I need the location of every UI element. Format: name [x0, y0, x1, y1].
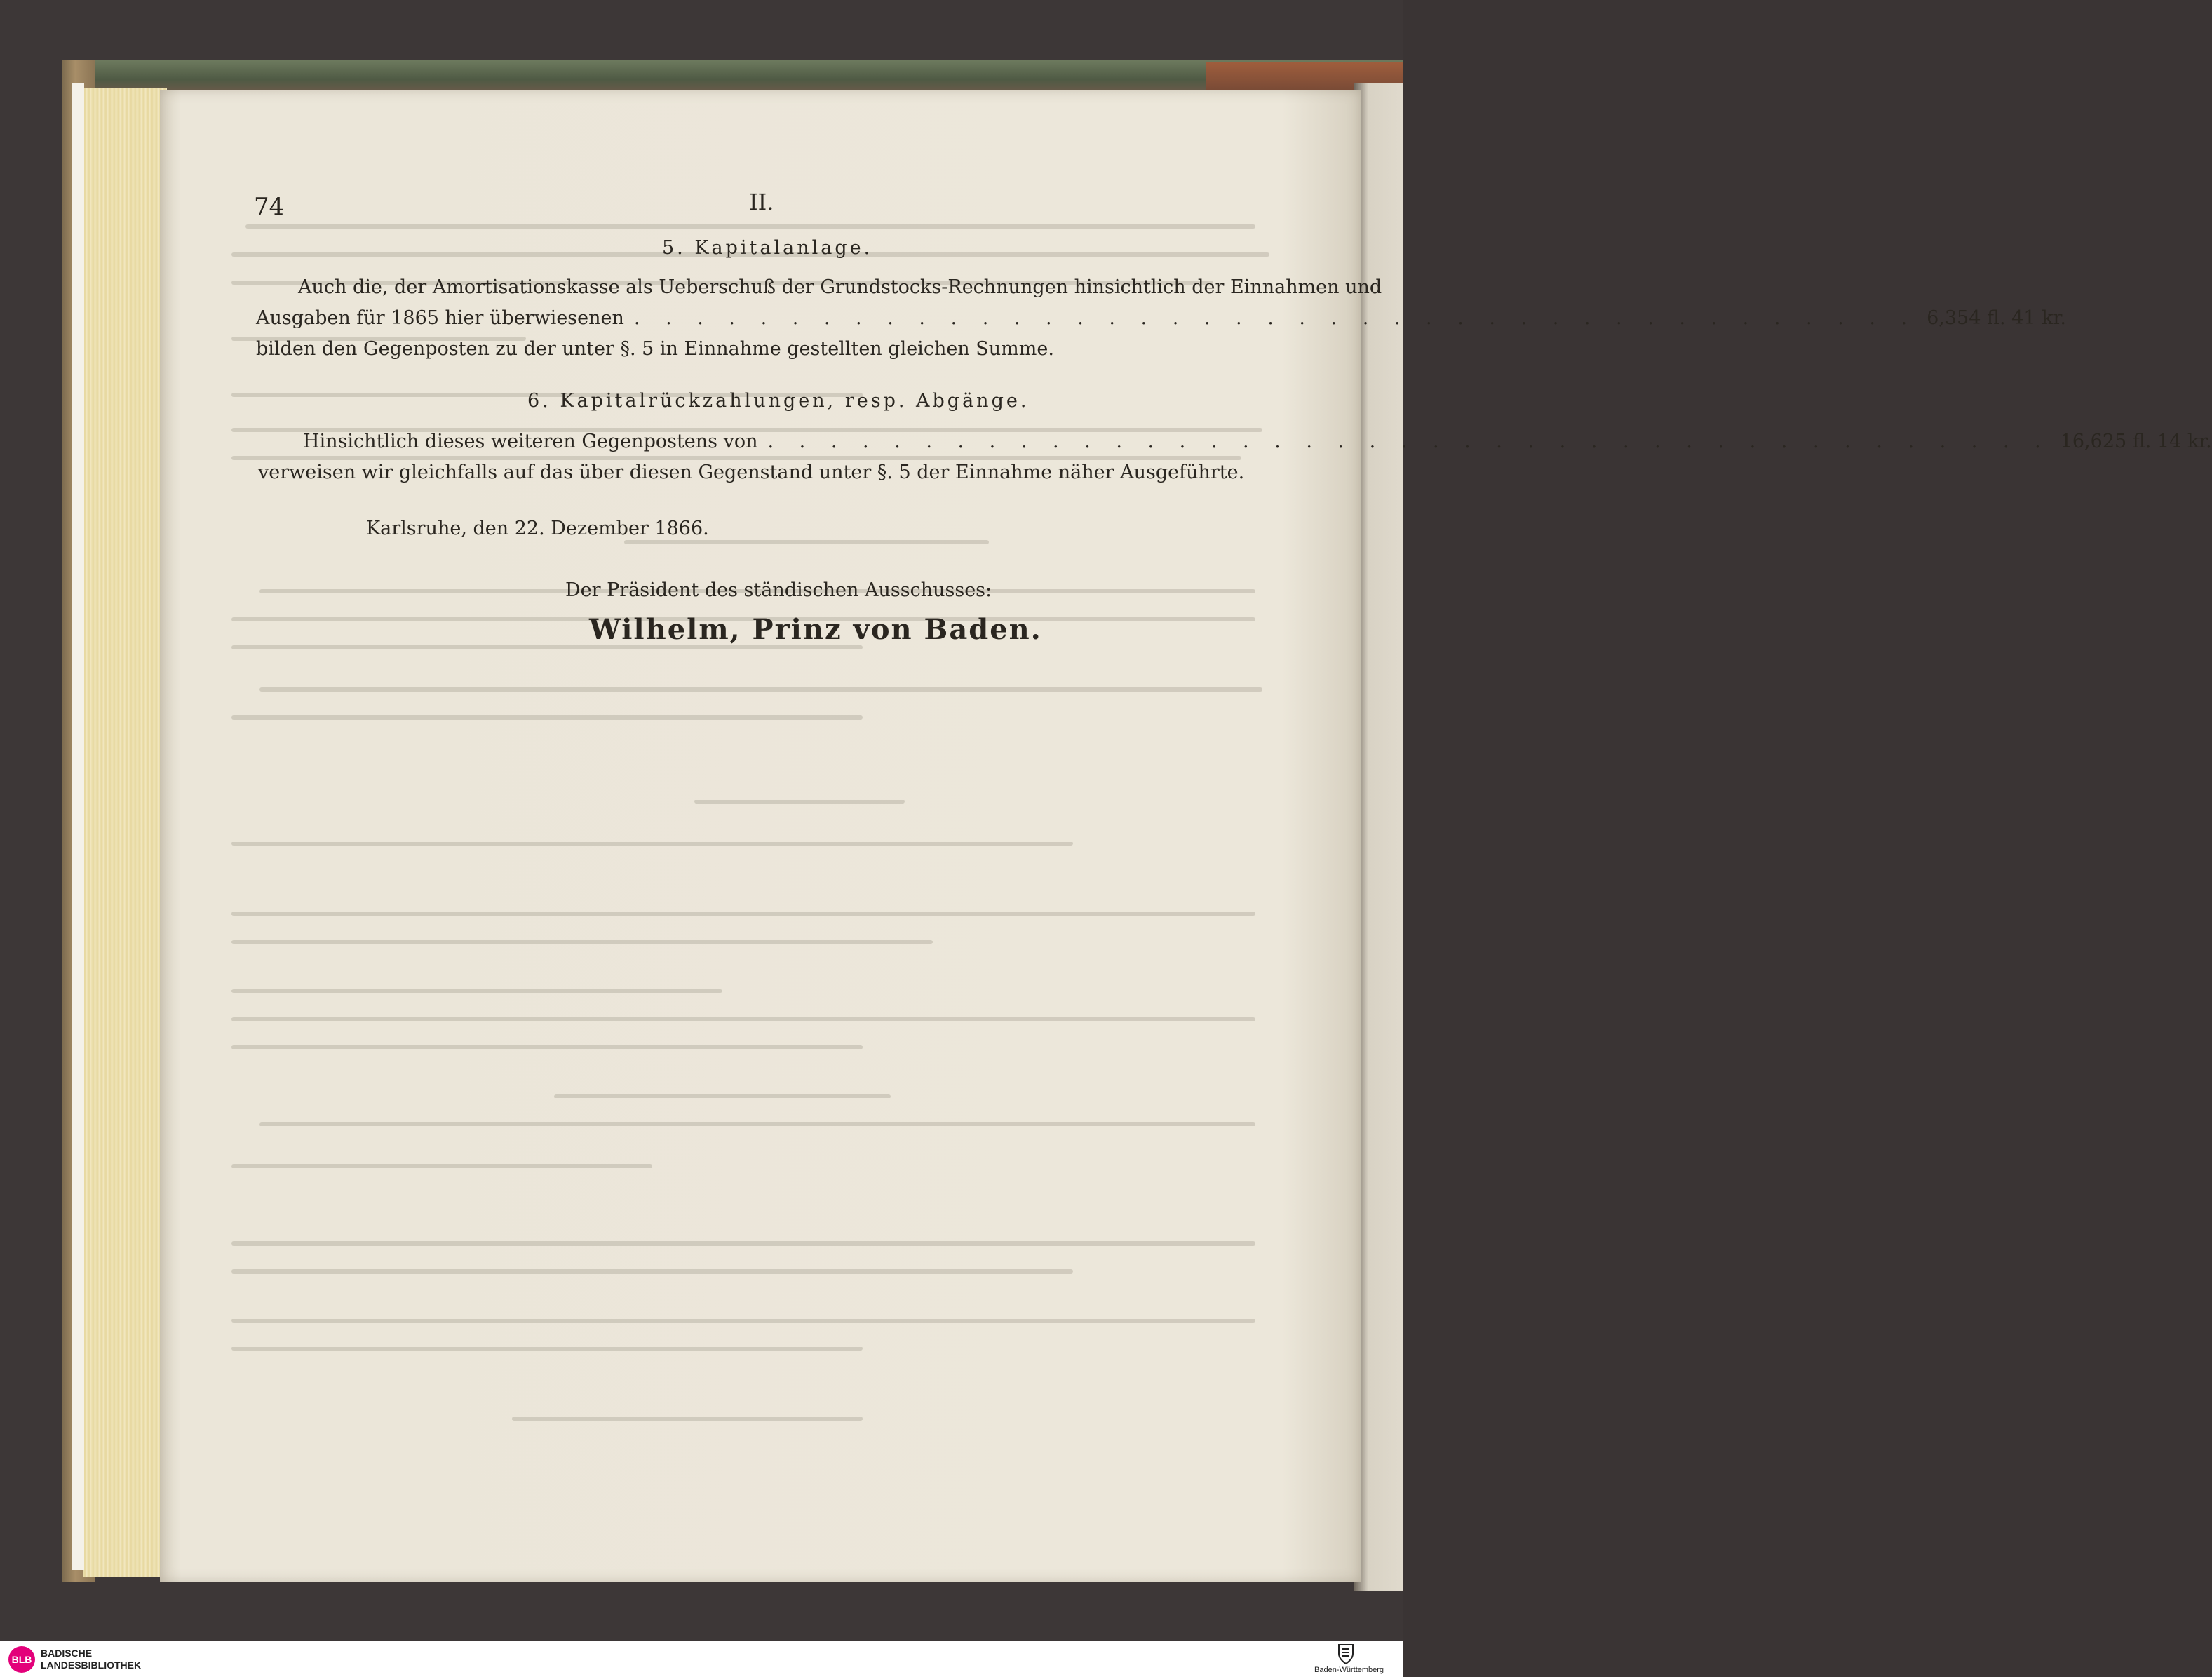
page-edges — [83, 88, 167, 1577]
paragraph-line: verweisen wir gleichfalls auf das über diesen Gegenstand unter §. 5 der Einnahme näher Ausgeführte. — [258, 462, 1245, 483]
institution-name — [41, 1648, 141, 1671]
amount-value: 6,354 fl. 41 kr. — [1927, 307, 2066, 329]
viewer-footer — [0, 1641, 1403, 1677]
heading-capital-repayments: 6. Kapitalrückzahlungen, resp. Abgänge. — [527, 390, 1030, 412]
institution-line: LANDESBIBLIOTHEK — [41, 1659, 142, 1671]
bookmark-strip — [72, 83, 84, 1570]
institution-line: BADISCHE — [41, 1648, 93, 1659]
page-number: 74 — [254, 193, 285, 221]
section-number: II. — [749, 189, 774, 215]
amount-line-text: Hinsichtlich dieses weiteren Gegenpostens von — [303, 431, 758, 452]
dot-leader: . . . . . . . . . . . . . . . . . . . . . . . . . . . . . . . . . . . . . . . . . — [767, 431, 2051, 452]
book-cover-top — [62, 60, 1403, 93]
heading-capital-investment: 5. Kapitalanlage. — [662, 237, 873, 259]
amount-line-counterpost — [303, 431, 2212, 452]
amount-value: 16,625 fl. 14 kr. — [2060, 431, 2212, 452]
paragraph-line: bilden den Gegenposten zu der unter §. 5 in Einnahme gestellten gleichen Summe. — [256, 338, 1054, 360]
dot-leader: . . . . . . . . . . . . . . . . . . . . . . . . . . . . . . . . . . . . . . . . . — [633, 307, 1917, 329]
coat-of-arms-icon — [1336, 1643, 1356, 1665]
amount-line-text: Ausgaben für 1865 hier überwiesenen — [256, 307, 624, 329]
signature: Wilhelm, Prinz von Baden. — [589, 613, 1042, 646]
blb-logo[interactable]: BLB — [8, 1646, 35, 1673]
amount-line-1865 — [256, 307, 2066, 329]
paragraph-line: Auch die, der Amortisationskasse als Ueberschuß der Grundstocks-Rechnungen hinsichtlich der Einnahmen und — [298, 276, 1382, 298]
president-title: Der Präsident des ständischen Ausschusses: — [565, 579, 992, 601]
state-label: Baden-Württemberg — [1314, 1666, 1384, 1674]
date-line: Karlsruhe, den 22. Dezember 1866. — [366, 518, 709, 539]
